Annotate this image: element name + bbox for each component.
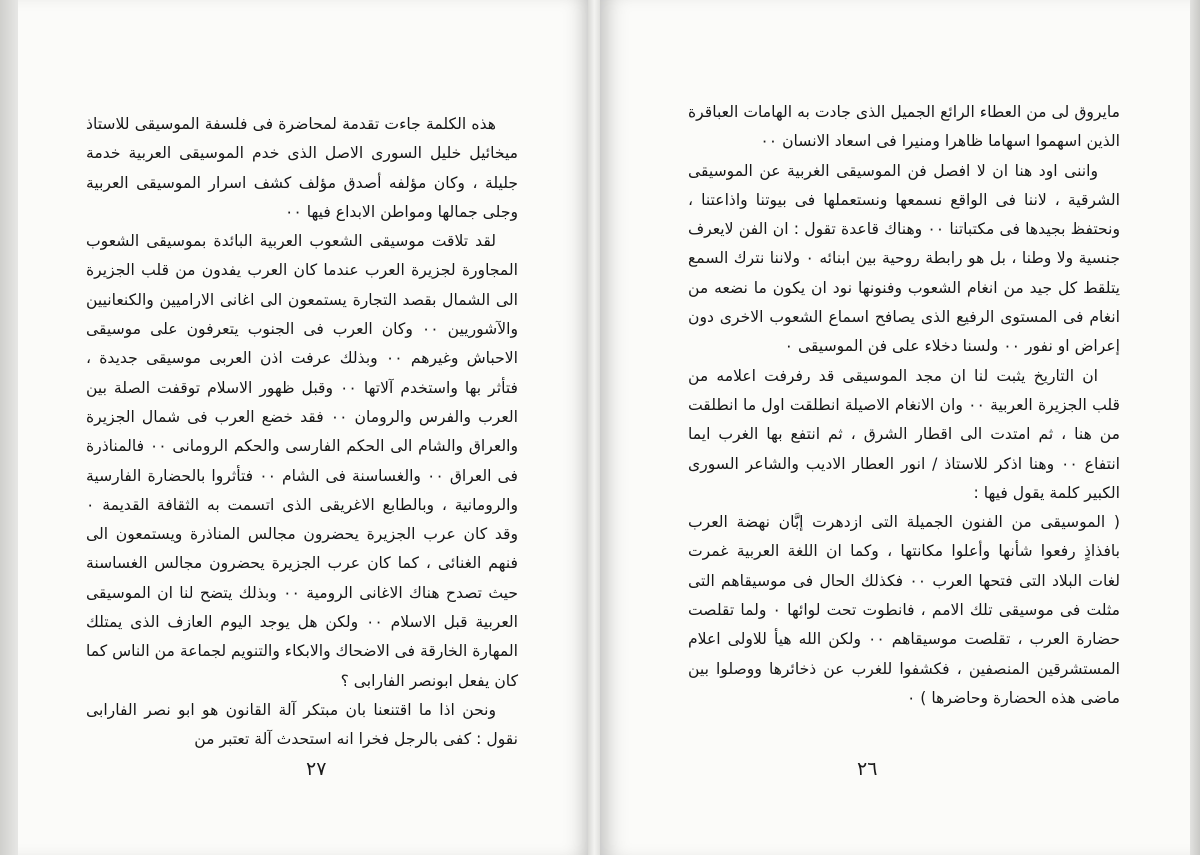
right-page-text	[688, 98, 1120, 713]
right-paragraph: مايروق لى من العطاء الرائع الجميل الذى جادت به الهامات العباقرة الذين اسهموا اسهاما ظاهرا ومنيرا فى اسعاد الانسان ٠٠	[688, 103, 1120, 151]
left-page-number: ٢٧	[306, 758, 327, 780]
right-paragraph: ان التاريخ يثبت لنا ان مجد الموسيقى قد رفرفت اعلامه من قلب الجزيرة العربية ٠٠ وان الانغام الاصيلة انطلقت اول ما انطلقت من هنا ، ثم امتدت الى اقطار الشرق ، ثم انتفع بها الغرب ايما انتفاع ٠٠ وهنا اذكر للاستاذ / انور العطار الاديب والشاعر السورى الكبير كلمة يقول فيها :	[688, 366, 1120, 502]
right-paragraph: واننى اود هنا ان لا افصل فن الموسيقى الغربية عن الموسيقى الشرقية ، لاننا فى الواقع نسمعها ونستعملها فى بيوتنا واذاعتنا ، ونحتفظ بجيدها فى مكتباتنا ٠٠ وهناك قاعدة تقول : ان الفن لايعرف جنسية ولا وطنا ، بل هو رابطة روحية بين ابنائه ٠ ولاننا نترك السمع يتلقط كل جيد من انغام الشعوب وفنونها نود ان يكون ما نضعه من انغام فى المستوى الرفيع الذى يصافح اسماع الشعوب الاخرى دون إعراض او نفور ٠٠ ولسنا دخلاء على فن الموسيقى ٠	[688, 161, 1121, 356]
right-paragraph: ( الموسيقى من الفنون الجميلة التى ازدهرت إبَّان نهضة العرب بافذاذٍ رفعوا شأنها وأعلوا مكانتها ، وكما ان اللغة العربية غمرت لغات البلاد التى فتحها العرب ٠٠ فكذلك الحال فى موسيقاهم التى مثلت فى موسيقى تلك الامم ، فانطوت تحت لوائها ٠ ولما تقلصت حضارة العرب ، تقلصت موسيقاهم ٠٠ ولكن الله هيأ للاولى اعلام المستشرقين المنصفين ، فكشفوا للغرب عن ذخائرها ووصلوا بين ماضى هذه الحضارة وحاضرها ) ٠	[688, 513, 1121, 707]
right-page-number: ٢٦	[857, 758, 878, 780]
book-edge-left	[0, 0, 18, 855]
left-paragraph: هذه الكلمة جاءت تقدمة لمحاضرة فى فلسفة الموسيقى للاستاذ ميخائيل خليل السورى الاصل الذى خدم الموسيقى العربية خدمة جليلة ، وكان مؤلفه أصدق مؤلف كشف اسرار الموسيقى العربية وجلى جمالها ومواطن الابداع فيها ٠٠	[86, 115, 518, 221]
left-paragraph: لقد تلاقت موسيقى الشعوب العربية البائدة بموسيقى الشعوب المجاورة لجزيرة العرب عندما كان العرب يفدون من قلب الجزيرة الى الشمال بقصد التجارة يستمعون الى اغانى الاراميين والكنعانيين والآشوريين ٠٠ وكان العرب فى الجنوب يتعرفون على موسيقى الاحباش وغيرهم ٠٠ وبذلك عرفت اذن العربى موسيقى جديدة ، فتأثر بها واستخدم آلاتها ٠٠ وقبل ظهور الاسلام توقفت الصلة بين العرب والفرس والرومان ٠٠ فقد خضع العرب فى شمال الجزيرة والعراق والشام الى الحكم الفارسى والحكم الرومانى ٠٠ فالمناذرة فى العراق ٠٠ والغساسنة فى الشام ٠٠ فتأثروا بالحضارة الفارسية والرومانية ، وبالطابع الاغريقى الذى اتسمت به الثقافة القديمة ٠ وقد كان عرب الجزيرة يحضرون مجالس المناذرة ويستمعون الى فنهم الغنائى ، كما كان عرب الجزيرة يحضرون مجالس الغساسنة حيث تصدح هناك الاغانى الرومية ٠٠ وبذلك يتضح لنا ان الموسيقى العربية قبل الاسلام ٠٠ ولكن هل يوجد اليوم العازف الذى يمتلك المهارة الخارقة فى الاضحاك والابكاء والتنويم لجماعة من الناس كما كان يفعل ابونصر الفارابى ؟	[85, 232, 519, 690]
book-edge-right	[1190, 0, 1200, 855]
left-page-text	[86, 110, 518, 755]
left-paragraph: ونحن اذا ما اقتنعنا بان مبتكر آلة القانون هو ابو نصر الفارابى نقول : كفى بالرجل فخرا انه استحدث آلة تعتبر من	[86, 700, 518, 749]
